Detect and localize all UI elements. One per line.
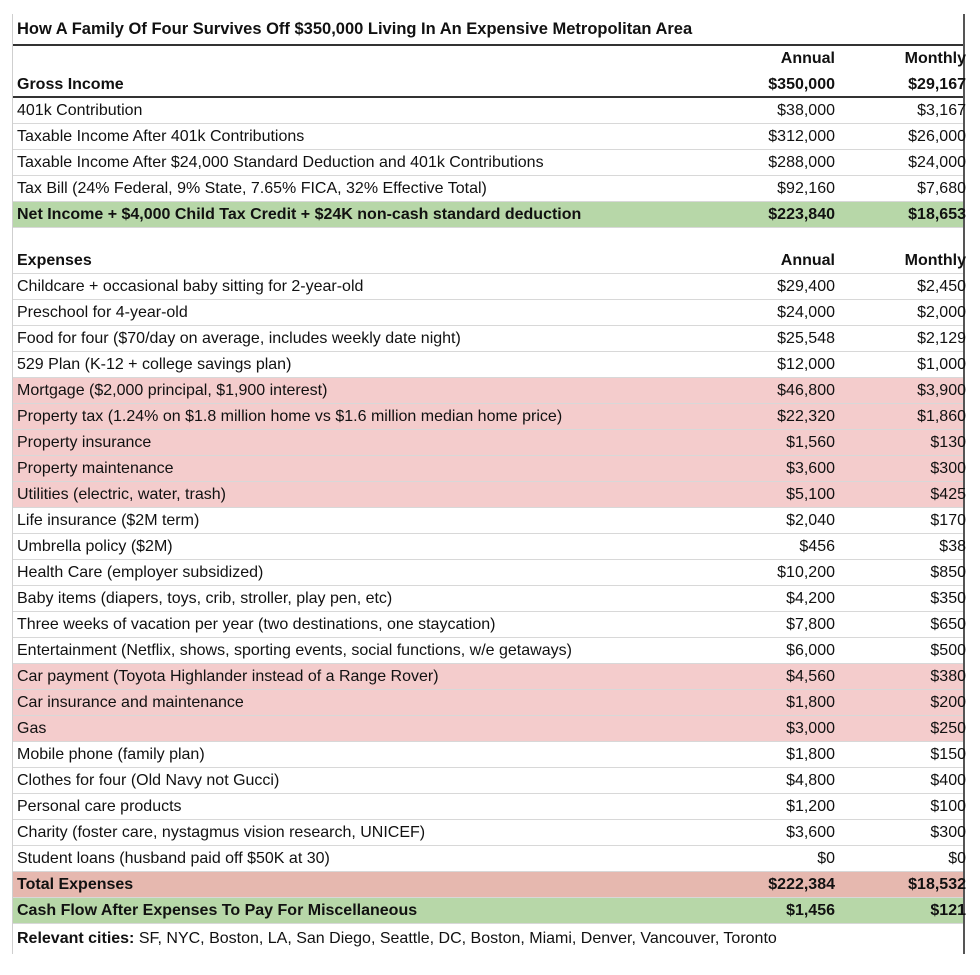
relevant-cities-row [13,924,963,954]
row-label: Property maintenance [17,460,174,477]
expenses-header-annual: Annual [780,252,835,269]
row-annual-value: $3,000 [786,720,835,737]
row-label: Property insurance [17,434,152,451]
row-monthly-value: $3,167 [917,102,966,119]
row-monthly-value: $1,860 [917,408,966,425]
row-annual-value: $7,800 [786,616,835,633]
expense-row [13,612,966,638]
row-annual-value: $10,200 [777,564,835,581]
row-label: Entertainment (Netflix, shows, sporting events, social functions, w/e getaways) [17,642,572,659]
row-monthly-value: $3,900 [917,382,966,399]
expense-row [13,560,966,586]
expense-row-housing [13,456,966,482]
row-annual-value: $456 [799,538,835,555]
row-annual-value: $92,160 [777,180,835,197]
row-annual-value: $46,800 [777,382,835,399]
row-annual-value: $5,100 [786,486,835,503]
row-annual-value: $312,000 [768,128,835,145]
budget-table [12,14,965,954]
table-title: How A Family Of Four Survives Off $350,000 Living In An Expensive Metropolitan Area [17,20,693,38]
cash-flow-row [13,898,966,924]
relevant-cities-list: SF, NYC, Boston, LA, San Diego, Seattle, DC, Boston, Miami, Denver, Vancouver, Toronto [134,930,777,947]
row-monthly-value: $100 [930,798,966,815]
row-label: Personal care products [17,798,182,815]
row-label: Three weeks of vacation per year (two destinations, one staycation) [17,616,496,633]
row-monthly-value: $1,000 [917,356,966,373]
expense-row-housing [13,378,966,404]
row-label: Property tax (1.24% on $1.8 million home vs $1.6 million median home price) [17,408,563,425]
row-monthly-value: $200 [930,694,966,711]
expense-row [13,352,966,378]
row-label: Mortgage ($2,000 principal, $1,900 interest) [17,382,328,399]
row-monthly-value: $300 [930,824,966,841]
row-annual-value: $2,040 [786,512,835,529]
row-annual-value: $222,384 [768,876,835,893]
row-annual-value: $12,000 [777,356,835,373]
relevant-cities-note [13,924,963,954]
row-label: Clothes for four (Old Navy not Gucci) [17,772,280,789]
row-monthly-value: $425 [930,486,966,503]
row-label: 401k Contribution [17,102,143,119]
row-label: Net Income + $4,000 Child Tax Credit + $24K non-cash standard deduction [17,206,582,223]
expense-row-car [13,716,966,742]
row-monthly-value: $650 [930,616,966,633]
row-label: Preschool for 4-year-old [17,304,188,321]
expense-row [13,534,966,560]
row-annual-value: $24,000 [777,304,835,321]
row-annual-value: $1,200 [786,798,835,815]
expense-row-car [13,690,966,716]
row-monthly-value: $2,450 [917,278,966,295]
row-annual-value: $1,800 [786,694,835,711]
expense-row [13,742,966,768]
row-label: Total Expenses [17,876,134,893]
row-monthly-value: $7,680 [917,180,966,197]
income-row [13,176,966,202]
row-label: Gas [17,720,47,737]
row-label: 529 Plan (K-12 + college savings plan) [17,356,292,373]
row-annual-value: $4,560 [786,668,835,685]
row-annual-value: $3,600 [786,460,835,477]
expense-row [13,768,966,794]
row-monthly-value: $300 [930,460,966,477]
row-monthly-value: $38 [939,538,966,555]
row-monthly-value: $0 [948,850,966,867]
row-label: Umbrella policy ($2M) [17,538,173,555]
expense-row [13,638,966,664]
row-annual-value: $3,600 [786,824,835,841]
row-monthly-value: $18,532 [908,876,966,893]
row-label: Taxable Income After $24,000 Standard Deduction and 401k Contributions [17,154,544,171]
net-income-row [13,202,966,228]
row-annual-value: $22,320 [777,408,835,425]
expense-row [13,508,966,534]
income-row [13,124,966,150]
row-annual-value: $1,456 [786,902,835,919]
row-label: Health Care (employer subsidized) [17,564,264,581]
expense-row-housing [13,404,966,430]
row-label: Mobile phone (family plan) [17,746,205,763]
row-annual-value: $350,000 [768,76,835,93]
row-label: Taxable Income After 401k Contributions [17,128,305,145]
row-label: Student loans (husband paid off $50K at 30) [17,850,330,867]
row-annual-value: $4,200 [786,590,835,607]
row-annual-value: $6,000 [786,642,835,659]
row-annual-value: $25,548 [777,330,835,347]
row-annual-value: $4,800 [786,772,835,789]
row-monthly-value: $250 [930,720,966,737]
income-row [13,98,966,124]
row-annual-value: $29,400 [777,278,835,295]
row-monthly-value: $18,653 [908,206,966,223]
expense-row [13,274,966,300]
row-monthly-value: $500 [930,642,966,659]
section-spacer [13,228,963,248]
expenses-header-label: Expenses [17,252,92,269]
row-annual-value: $1,560 [786,434,835,451]
expenses-header-row [13,248,966,274]
row-monthly-value: $2,000 [917,304,966,321]
row-monthly-value: $130 [930,434,966,451]
row-monthly-value: $24,000 [908,154,966,171]
row-monthly-value: $2,129 [917,330,966,347]
expense-row [13,846,966,872]
row-monthly-value: $380 [930,668,966,685]
expense-row [13,326,966,352]
row-monthly-value: $850 [930,564,966,581]
row-label: Charity (foster care, nystagmus vision research, UNICEF) [17,824,426,841]
row-label: Car payment (Toyota Highlander instead of a Range Rover) [17,668,439,685]
expense-row [13,820,966,846]
row-label: Tax Bill (24% Federal, 9% State, 7.65% FICA, 32% Effective Total) [17,180,487,197]
row-label: Childcare + occasional baby sitting for 2-year-old [17,278,364,295]
table-title-row [13,14,963,46]
row-label: Utilities (electric, water, trash) [17,486,226,503]
expense-row [13,586,966,612]
total-expenses-row [13,872,966,898]
row-monthly-value: $121 [930,902,966,919]
row-annual-value: $38,000 [777,102,835,119]
expense-row [13,794,966,820]
row-monthly-value: $350 [930,590,966,607]
expense-row-car [13,664,966,690]
row-monthly-value: $26,000 [908,128,966,145]
relevant-cities-label: Relevant cities: [17,930,135,947]
column-header-annual: Annual [780,50,835,67]
row-annual-value: $223,840 [768,206,835,223]
expense-row [13,300,966,326]
income-row [13,150,966,176]
row-monthly-value: $400 [930,772,966,789]
expense-row-housing [13,482,966,508]
expense-row-housing [13,430,966,456]
row-annual-value: $0 [817,850,835,867]
row-label: Life insurance ($2M term) [17,512,200,529]
row-monthly-value: $150 [930,746,966,763]
row-label: Cash Flow After Expenses To Pay For Miscellaneous [17,902,418,919]
row-annual-value: $1,800 [786,746,835,763]
gross-income-row [13,72,966,98]
column-header-monthly: Monthly [904,50,966,67]
expenses-header-monthly: Monthly [904,252,966,269]
row-label: Gross Income [17,76,124,93]
row-annual-value: $288,000 [768,154,835,171]
column-header-spacer [13,46,747,72]
column-header-row [13,46,966,72]
row-monthly-value: $29,167 [908,76,966,93]
row-monthly-value: $170 [930,512,966,529]
row-label: Food for four ($70/day on average, includes weekly date night) [17,330,461,347]
row-label: Baby items (diapers, toys, crib, stroller, play pen, etc) [17,590,393,607]
row-label: Car insurance and maintenance [17,694,244,711]
